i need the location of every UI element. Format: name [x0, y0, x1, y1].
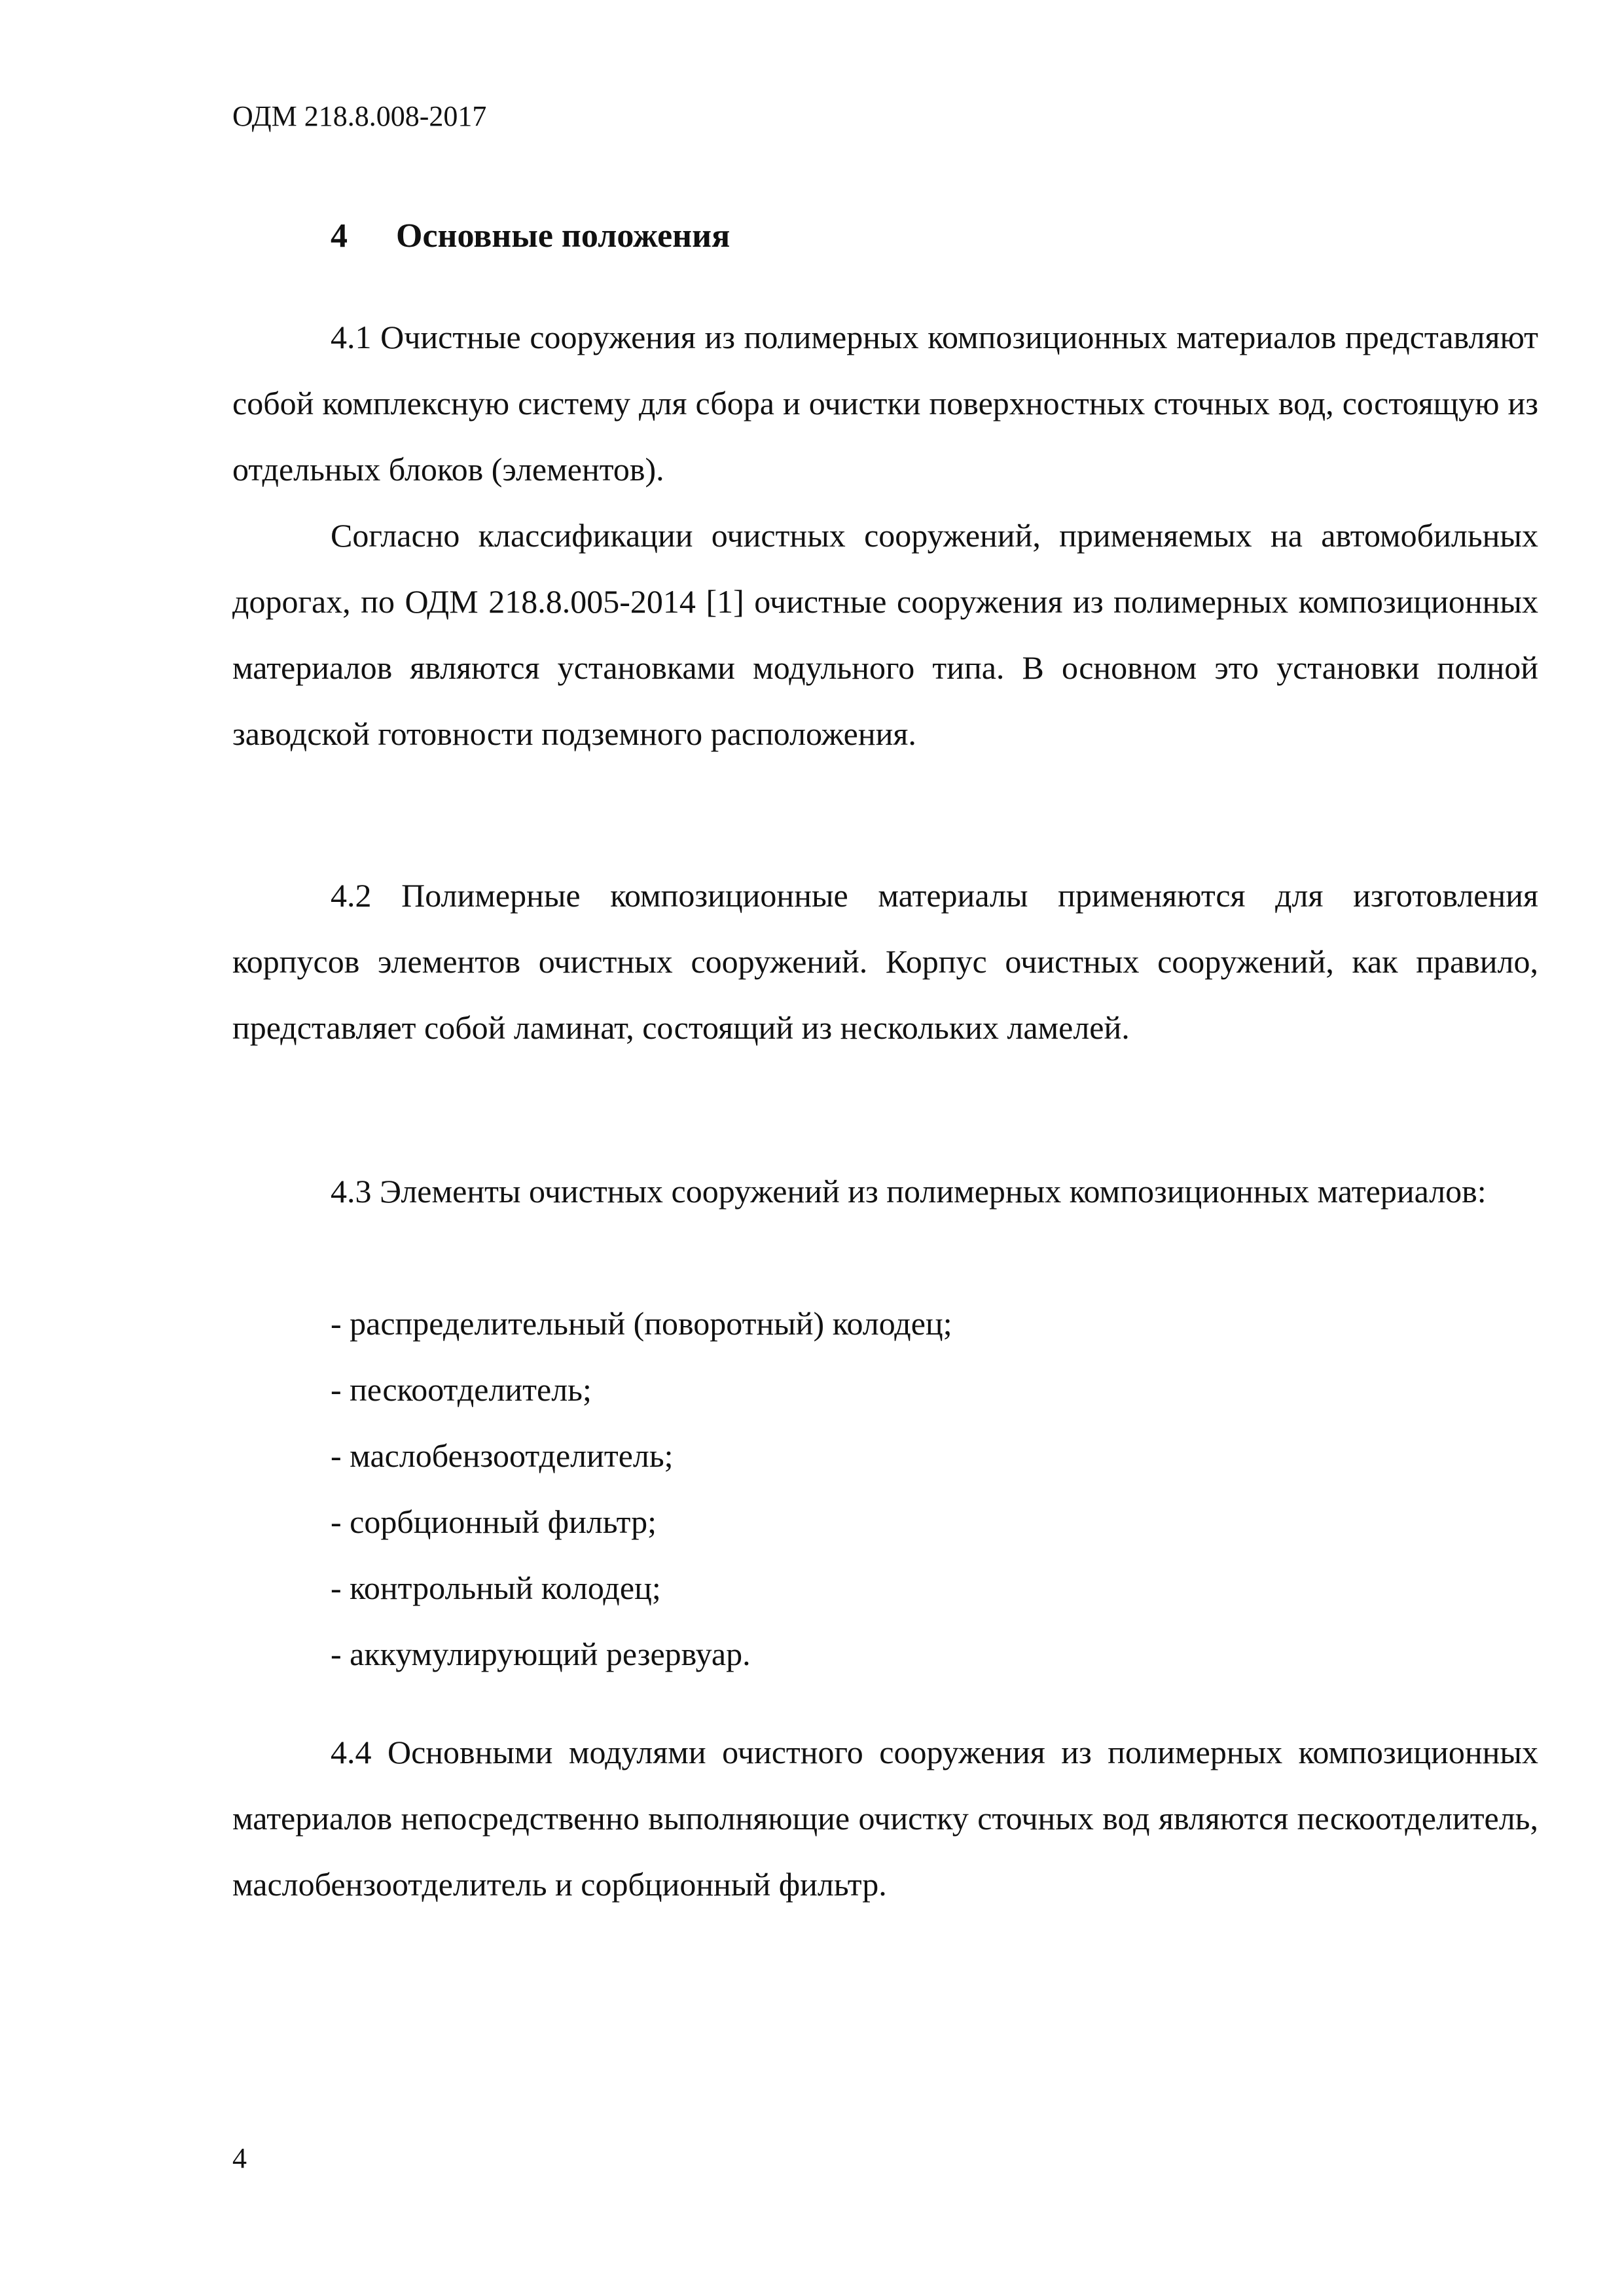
paragraph-4-3: 4.3 Элементы очистных сооружений из полимерных композиционных материалов: — [331, 1173, 1487, 1210]
list-item: - маслобензоотделитель; — [331, 1437, 674, 1474]
section-number: 4 — [331, 217, 348, 255]
list-item: - пескоотделитель; — [331, 1371, 592, 1408]
section-heading — [331, 213, 730, 260]
page-number: 4 — [232, 2142, 247, 2174]
list-item: - аккумулирующий резервуар. — [331, 1636, 751, 1672]
paragraph-4-1: 4.1 Очистные сооружения из полимерных композиционных материалов представляют собой комплексную систему для сбора и очистки поверхностных сточных вод, состоящую из отдельных блоков (элементов). — [232, 319, 1538, 488]
list-item: - сорбционный фильтр; — [331, 1503, 657, 1540]
section-title: Основные положения — [396, 217, 731, 255]
paragraph-4-2: 4.2 Полимерные композиционные материалы применяются для изготовления корпусов элементов очистных сооружений. Корпус очистных сооружений, как правило, представляет собой ламинат, состоящий из нескольких ламелей. — [232, 877, 1538, 1046]
document-code: ОДМ 218.8.008-2017 — [232, 100, 487, 132]
paragraph-4-4: 4.4 Основными модулями очистного сооружения из полимерных композиционных материалов непосредственно выполняющие очистку сточных вод являются пескоотделитель, маслобензоотделитель и сорбционный фильтр. — [232, 1734, 1538, 1903]
list-item: - распределительный (поворотный) колодец; — [331, 1305, 952, 1342]
paragraph-classification: Согласно классификации очистных сооружений, применяемых на автомобильных дорогах, по ОДМ 218.8.005-2014 [1] очистные сооружения из полимерных композиционных материалов являются установками модульного типа. В основном это установки полной заводской готовности подземного расположения. — [232, 517, 1538, 752]
list-item: - контрольный колодец; — [331, 1570, 661, 1606]
elements-list — [331, 1291, 952, 1687]
